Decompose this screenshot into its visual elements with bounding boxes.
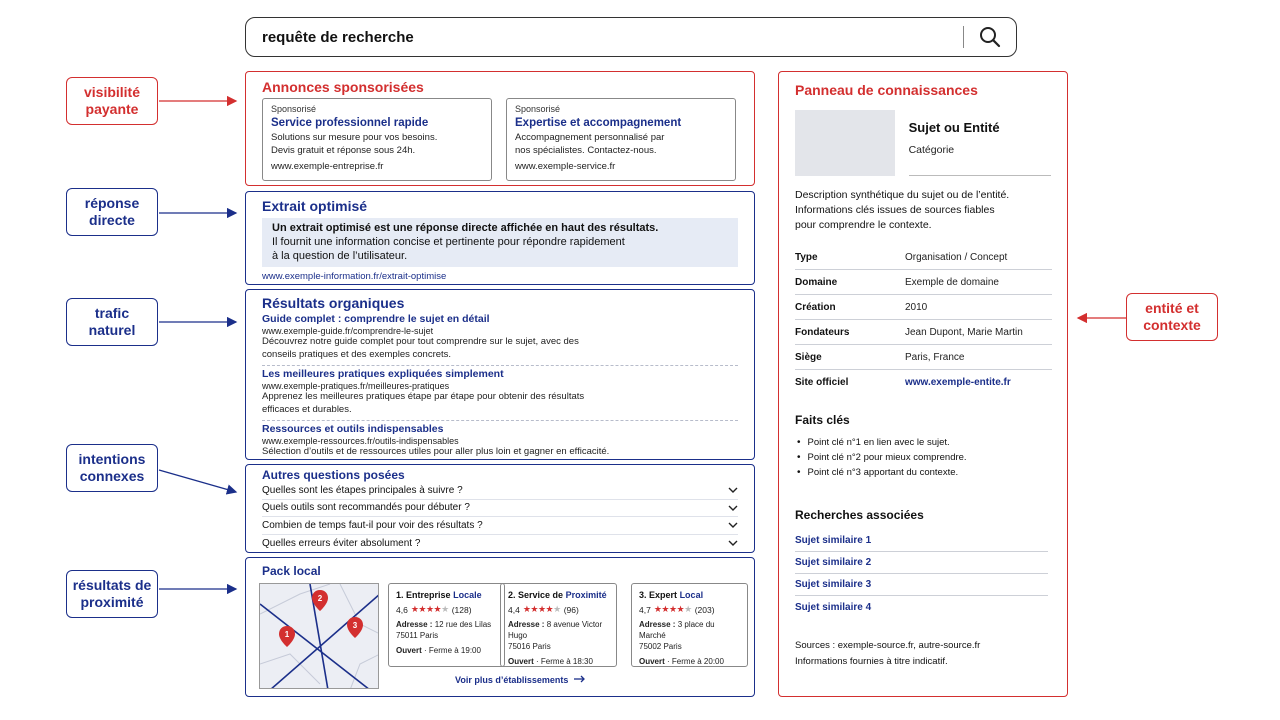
organic-result-title-link[interactable]: Les meilleures pratiques expliquées simplement [262,368,504,380]
key-fact-item: • Point clé n°3 apportant du contexte. [795,465,1051,480]
arrow-related [159,470,236,492]
organic-result-description: Apprenez les meilleures pratiques étape par étape pour obtenir des résultats efficaces et durables. [262,391,585,415]
place-name[interactable]: 3. Expert Local [639,590,704,600]
label-entity-context: entité et contexte [1126,293,1218,341]
svg-text:1: 1 [284,630,290,639]
ad-sponsored-tag: Sponsorisé [515,104,561,114]
snippet-body: Un extrait optimisé est une réponse directe affichée en haut des résultats. Il fournit une information concise et pertinente pour répondre rapidement à la question de l’utilisateur. [262,218,738,267]
organic-result [262,311,738,366]
ad-description: Solutions sur mesure pour vos besoins. Devis gratuit et réponse sous 24h. [271,132,438,156]
knowledge-panel-title: Panneau de connaissances [795,82,978,98]
paa-question-text: Quelles erreurs éviter absolument ? [262,537,421,549]
organic-result-title-link[interactable]: Ressources et outils indispensables [262,423,444,435]
related-search-link[interactable]: Sujet similaire 1 [795,530,1048,552]
local-map[interactable] [259,583,379,689]
paa-question[interactable] [262,517,738,535]
place-hours: Ouvert · Ferme à 19:00 [396,646,481,655]
place-rating: 4,4 ★★★★★ (96) [508,604,579,615]
paa-question-text: Quelles sont les étapes principales à suivre ? [262,484,463,496]
related-search-link[interactable]: Sujet similaire 2 [795,552,1048,574]
chevron-down-icon[interactable] [728,485,738,495]
place-address: Adresse : 3 place du Marché 75002 Paris [639,620,715,651]
paa-question-text: Combien de temps faut-il pour voir des résultats ? [262,519,483,531]
organic-result [262,366,738,421]
place-name[interactable]: 1. Entreprise Locale [396,590,482,600]
fact-row: Fondateurs Jean Dupont, Marie Martin [795,320,1052,345]
ad-card[interactable] [506,98,736,181]
label-related-intents: intentions connexes [66,444,158,492]
snippet-title: Extrait optimisé [262,198,368,214]
place-hours: Ouvert · Ferme à 18:30 [508,657,593,666]
snippet-url[interactable]: www.exemple-information.fr/extrait-optimise [262,271,447,282]
ads-title: Annonces sponsorisées [262,79,424,95]
label-local-results: résultats de proximité [66,570,158,618]
arrow-right-icon [574,675,586,685]
local-place-card[interactable] [388,583,505,667]
organic-results-section [245,289,755,460]
chevron-down-icon[interactable] [728,503,738,513]
local-place-card[interactable] [500,583,617,667]
star-rating-icon: ★★★★★ [522,604,561,614]
sponsored-ads-section [245,71,755,186]
paa-question[interactable] [262,482,738,500]
featured-snippet-section [245,191,755,285]
official-site-link[interactable]: www.exemple-entite.fr [905,377,1011,388]
star-rating-icon: ★★★★★ [653,604,692,614]
star-rating-icon: ★★★★★ [410,604,449,614]
place-address: Adresse : 8 avenue Victor Hugo 75016 Paris [508,620,603,651]
paa-question[interactable] [262,535,738,553]
related-search-link[interactable]: Sujet similaire 3 [795,574,1048,596]
ad-card[interactable] [262,98,492,181]
search-bar[interactable] [245,17,1017,57]
organic-result [262,421,738,463]
paa-question-text: Quels outils sont recommandés pour débuter ? [262,502,470,514]
local-title: Pack local [262,564,321,578]
organic-result-url[interactable]: www.exemple-guide.fr/comprendre-le-sujet [262,326,434,336]
fact-row: Site officiel www.exemple-entite.fr [795,377,1011,388]
organic-result-description: Découvrez notre guide complet pour tout comprendre sur le sujet, avec des conseils pratiques et des exemples concrets. [262,336,579,360]
see-more-places-link[interactable]: Voir plus d’établissements [455,675,586,685]
key-fact-item: • Point clé n°1 en lien avec le sujet. [795,435,1051,450]
paa-question[interactable] [262,500,738,518]
organic-result-description: Sélection d’outils et de ressources utiles pour aller plus loin et gagner en efficacité. [262,446,610,457]
entity-category: Catégorie [908,144,955,156]
fact-row: Type Organisation / Concept [795,245,1052,270]
local-place-card[interactable] [631,583,748,667]
place-hours: Ouvert · Ferme à 20:00 [639,657,724,666]
label-paid-visibility: visibilité payante [66,77,158,125]
place-name[interactable]: 2. Service de Proximité [508,590,607,600]
key-facts-title: Faits clés [795,413,850,427]
organic-result-url[interactable]: www.exemple-pratiques.fr/meilleures-pratiques [262,381,450,391]
place-address: Adresse : 12 rue des Lilas 75011 Paris [396,620,492,640]
key-fact-item: • Point clé n°2 pour mieux comprendre. [795,450,1051,465]
knowledge-panel [778,71,1068,697]
search-input[interactable]: requête de recherche [262,28,414,46]
search-icon[interactable] [978,25,1002,49]
related-searches-title: Recherches associées [795,508,924,522]
svg-text:2: 2 [317,594,323,603]
ad-sponsored-tag: Sponsorisé [271,104,317,114]
sources-note: Sources : exemple-source.fr, autre-source.fr Informations fournies à titre indicatif. [795,640,981,667]
organic-title: Résultats organiques [262,295,405,311]
related-search-link[interactable]: Sujet similaire 4 [795,601,872,613]
organic-result-title-link[interactable]: Guide complet : comprendre le sujet en détail [262,313,490,325]
related-searches-list [795,530,1051,618]
ad-title-link[interactable]: Expertise et accompagnement [515,117,682,129]
fact-row: Domaine Exemple de domaine [795,270,1052,295]
fact-row: Siège Paris, France [795,345,1052,370]
fact-row: Création 2010 [795,295,1052,320]
ad-url[interactable]: www.exemple-service.fr [515,161,616,172]
organic-result-url[interactable]: www.exemple-ressources.fr/outils-indispensables [262,436,459,446]
people-also-ask-section [245,464,755,553]
place-rating: 4,7 ★★★★★ (203) [639,604,715,615]
entity-description: Description synthétique du sujet ou de l’entité. Informations clés issues de sources fiables pour comprendre le contexte. [795,189,1010,231]
chevron-down-icon[interactable] [728,538,738,548]
chevron-down-icon[interactable] [728,520,738,530]
place-rating: 4,6 ★★★★★ (128) [396,604,472,615]
entity-name: Sujet ou Entité [908,120,1000,135]
label-organic-traffic: trafic naturel [66,298,158,346]
local-pack-section [245,557,755,697]
paa-title: Autres questions posées [262,468,405,482]
entity-image-placeholder [795,110,895,176]
label-direct-answer: réponse directe [66,188,158,236]
entity-facts-table [795,245,1051,395]
ad-url[interactable]: www.exemple-entreprise.fr [271,161,384,172]
search-divider [963,26,964,48]
svg-text:3: 3 [352,621,358,630]
key-facts-list [795,435,1051,480]
ad-title-link[interactable]: Service professionnel rapide [271,117,429,129]
ad-description: Accompagnement personnalisé par nos spécialistes. Contactez-nous. [515,132,665,156]
